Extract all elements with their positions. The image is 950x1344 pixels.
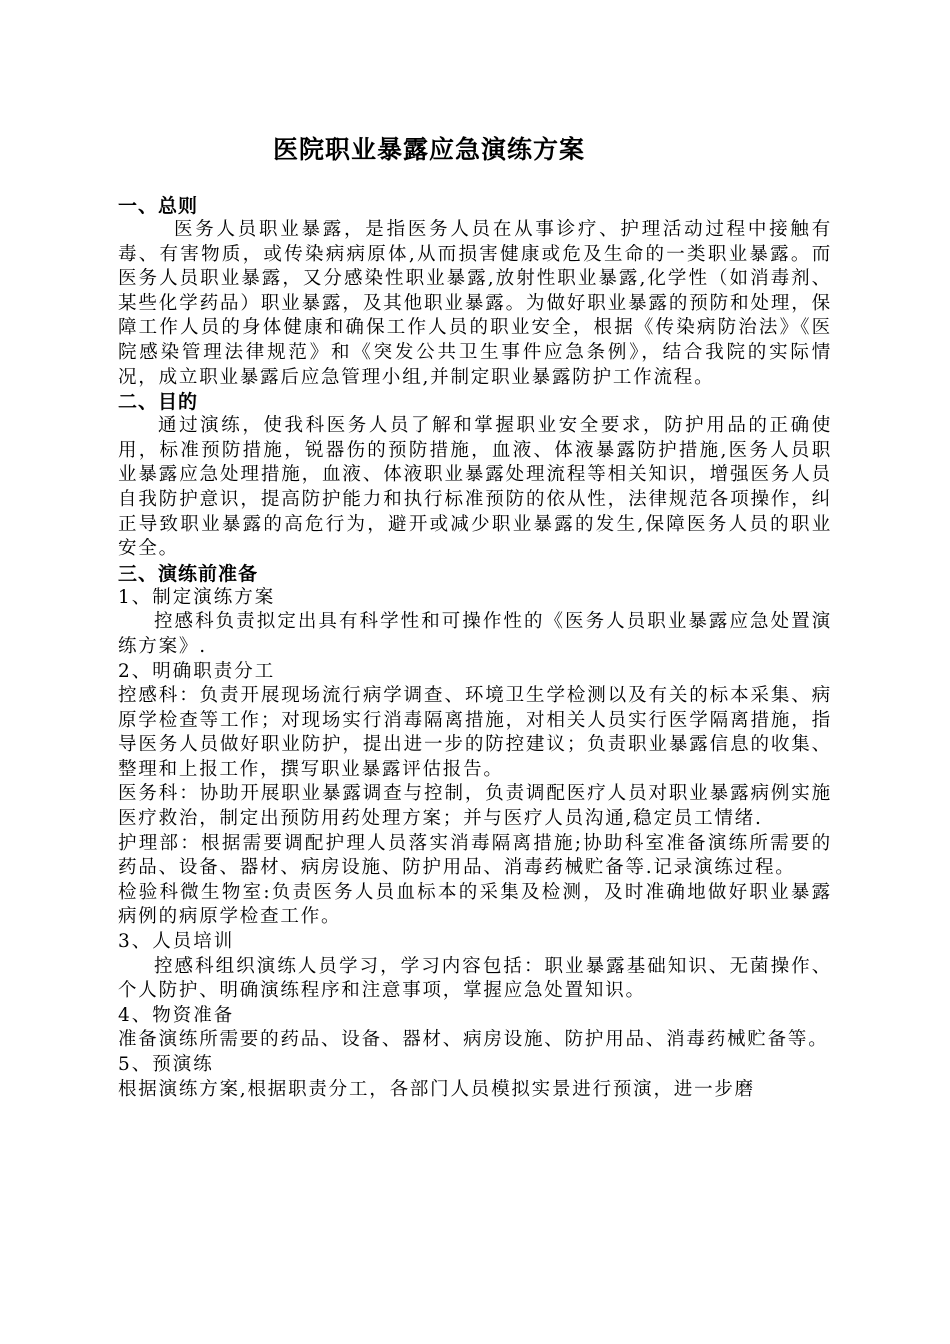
subsection-heading-plan: 1、制定演练方案 [118,586,276,608]
subsection-heading-duties: 2、明确职责分工 [118,660,276,682]
subsection-heading-rehearsal: 5、预演练 [118,1054,214,1075]
section-heading-general: 一、总则 [118,195,199,217]
document-title: 医院职业暴露应急演练方案 [273,135,586,164]
duty-medical-affairs: 医务科：协助开展职业暴露调查与控制，负责调配医疗人员对职业暴露病例实施医疗救治，制定出预防用药处理方案；并与医疗人员沟通,稳定员工情绪. [118,783,832,830]
subsection-heading-training: 3、人员培训 [118,931,235,953]
subsection-body-rehearsal: 根据演练方案,根据职责分工，各部门人员模拟实景进行预演，进一步磨 [118,1078,755,1100]
section-body-purpose: 通过演练，使我科医务人员了解和掌握职业安全要求，防护用品的正确使用，标准预防措施，锐器伤的预防措施，血液、体液暴露防护措施,医务人员职业暴露应急处理措施，血液、体液职业暴露处理流程等相关知识，增强医务人员自我防护意识，提高防护能力和执行标准预防的依从性，法律规范各项操作，纠正导致职业暴露的高危行为，避开或减少职业暴露的发生,保障医务人员的职业安全。 [118,415,832,560]
document-page [118,132,832,1102]
subsection-body-supplies: 准备演练所需要的药品、设备、器材、病房设施、防护用品、消毒药械贮备等。 [118,1029,829,1051]
duty-infection-control: 控感科：负责开展现场流行病学调查、环境卫生学检测以及有关的标本采集、病原学检查等工作；对现场实行消毒隔离措施，对相关人员实行医学隔离措施，指导医务人员做好职业防护，提出进一步的防控建议；负责职业暴露信息的收集、整理和上报工作，撰写职业暴露评估报告。 [118,685,832,780]
duty-nursing: 护理部：根据需要调配护理人员落实消毒隔离措施;协助科室准备演练所需要的药品、设备、器材、病房设施、防护用品、消毒药械贮备等.记录演练过程。 [118,832,832,879]
section-body-general: 医务人员职业暴露，是指医务人员在从事诊疗、护理活动过程中接触有毒、有害物质，或传染病病原体,从而损害健康或危及生命的一类职业暴露。而医务人员职业暴露，又分感染性职业暴露,放射性职业暴露,化学性（如消毒剂、某些化学药品）职业暴露，及其他职业暴露。为做好职业暴露的预防和处理，保障工作人员的身体健康和确保工作人员的职业安全，根据《传染病防治法》《医院感染管理法律规范》和《突发公共卫生事件应急条例》，结合我院的实际情况，成立职业暴露后应急管理小组,并制定职业暴露防护工作流程。 [118,219,832,388]
duty-lab: 检验科微生物室:负责医务人员血标本的采集及检测，及时准确地做好职业暴露病例的病原学检查工作。 [118,881,832,928]
section-heading-purpose: 二、目的 [118,391,199,414]
subsection-body-plan: 控感科负责拟定出具有科学性和可操作性的《医务人员职业暴露应急处置演练方案》. [118,611,832,657]
subsection-heading-supplies: 4、物资准备 [118,1004,235,1026]
subsection-body-training: 控感科组织演练人员学习，学习内容包括：职业暴露基础知识、无菌操作、个人防护、明确演练程序和注意事项，掌握应急处置知识。 [118,955,832,1002]
section-heading-prep: 三、演练前准备 [118,562,259,585]
